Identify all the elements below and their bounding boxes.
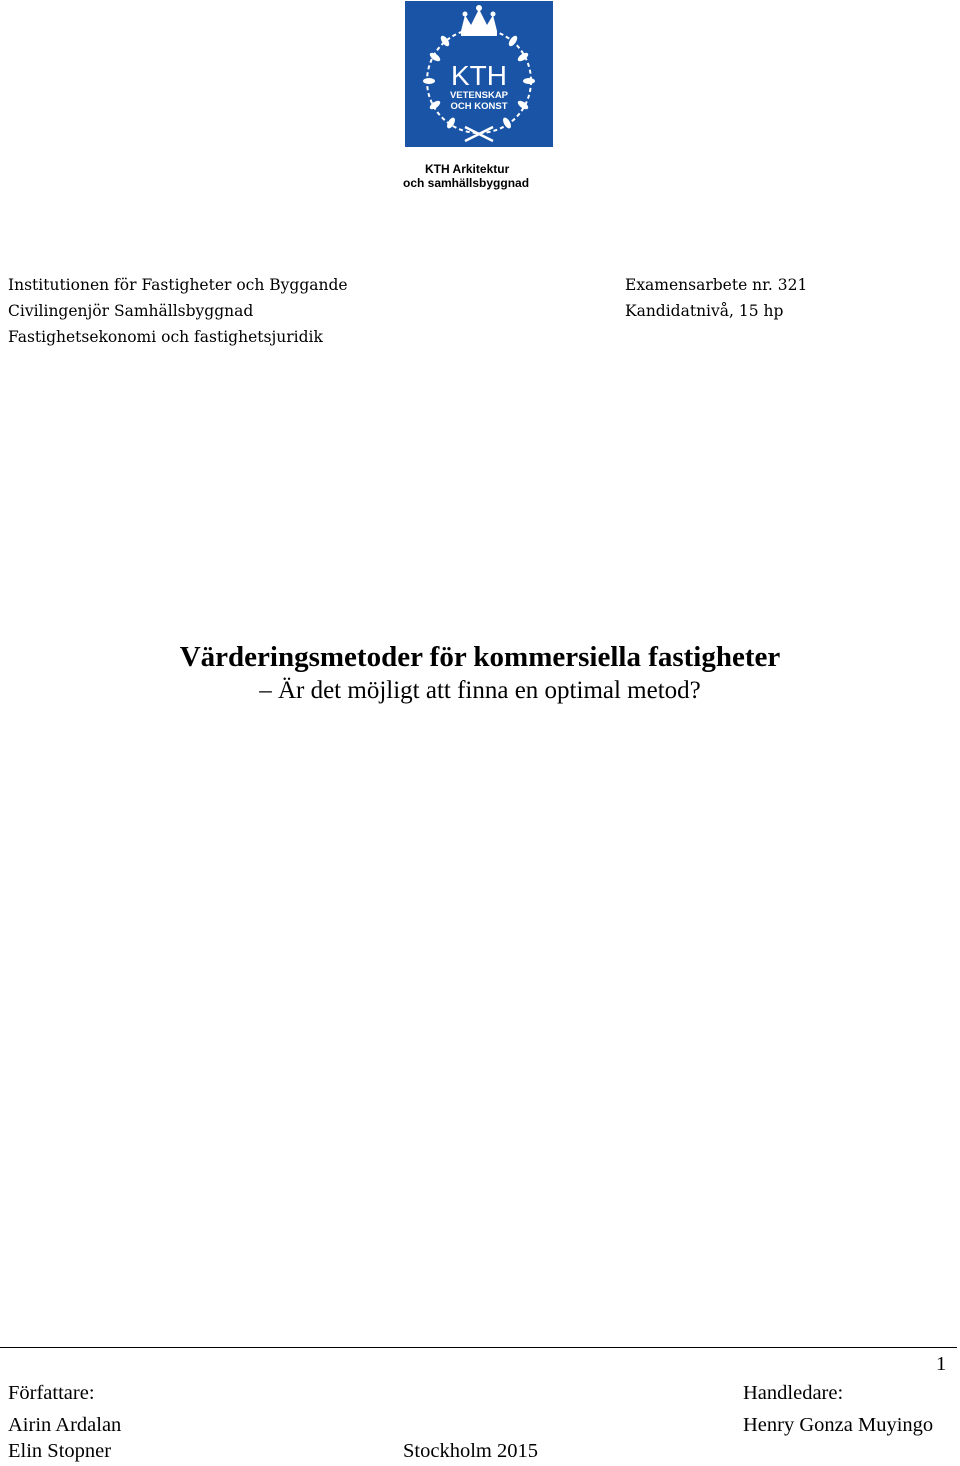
logo-line3-text: OCH KONST: [450, 101, 508, 112]
logo-line2-text: VETENSKAP: [449, 90, 509, 101]
authors-label: Författare:: [8, 1382, 95, 1404]
page-number: 1: [936, 1353, 947, 1375]
department-name: Institutionen för Fastigheter och Byggande: [8, 276, 348, 294]
thesis-number: Examensarbete nr. 321: [625, 276, 808, 294]
thesis-subtitle: – Är det möjligt att finna en optimal metod?: [259, 677, 701, 704]
place-year: Stockholm 2015: [403, 1440, 538, 1462]
supervisor-name: Henry Gonza Muyingo: [743, 1414, 934, 1436]
kth-logo: [405, 1, 553, 147]
thesis-level: Kandidatnivå, 15 hp: [625, 302, 784, 320]
school-line2: och samhällsbyggnad: [403, 176, 530, 190]
school-line1: KTH Arkitektur: [425, 162, 510, 176]
logo-kth-text: KTH: [451, 60, 507, 91]
subject-name: Fastighetsekonomi och fastighetsjuridik: [8, 328, 323, 346]
thesis-title: Värderingsmetoder för kommersiella fastigheter: [179, 641, 781, 673]
author-name: Elin Stopner: [8, 1440, 112, 1462]
kth-crown-emblem-icon: [405, 1, 553, 147]
author-name: Airin Ardalan: [8, 1414, 122, 1436]
footer-divider: [0, 1347, 957, 1348]
supervisor-label: Handledare:: [743, 1382, 844, 1404]
program-name: Civilingenjör Samhällsbyggnad: [8, 302, 254, 320]
